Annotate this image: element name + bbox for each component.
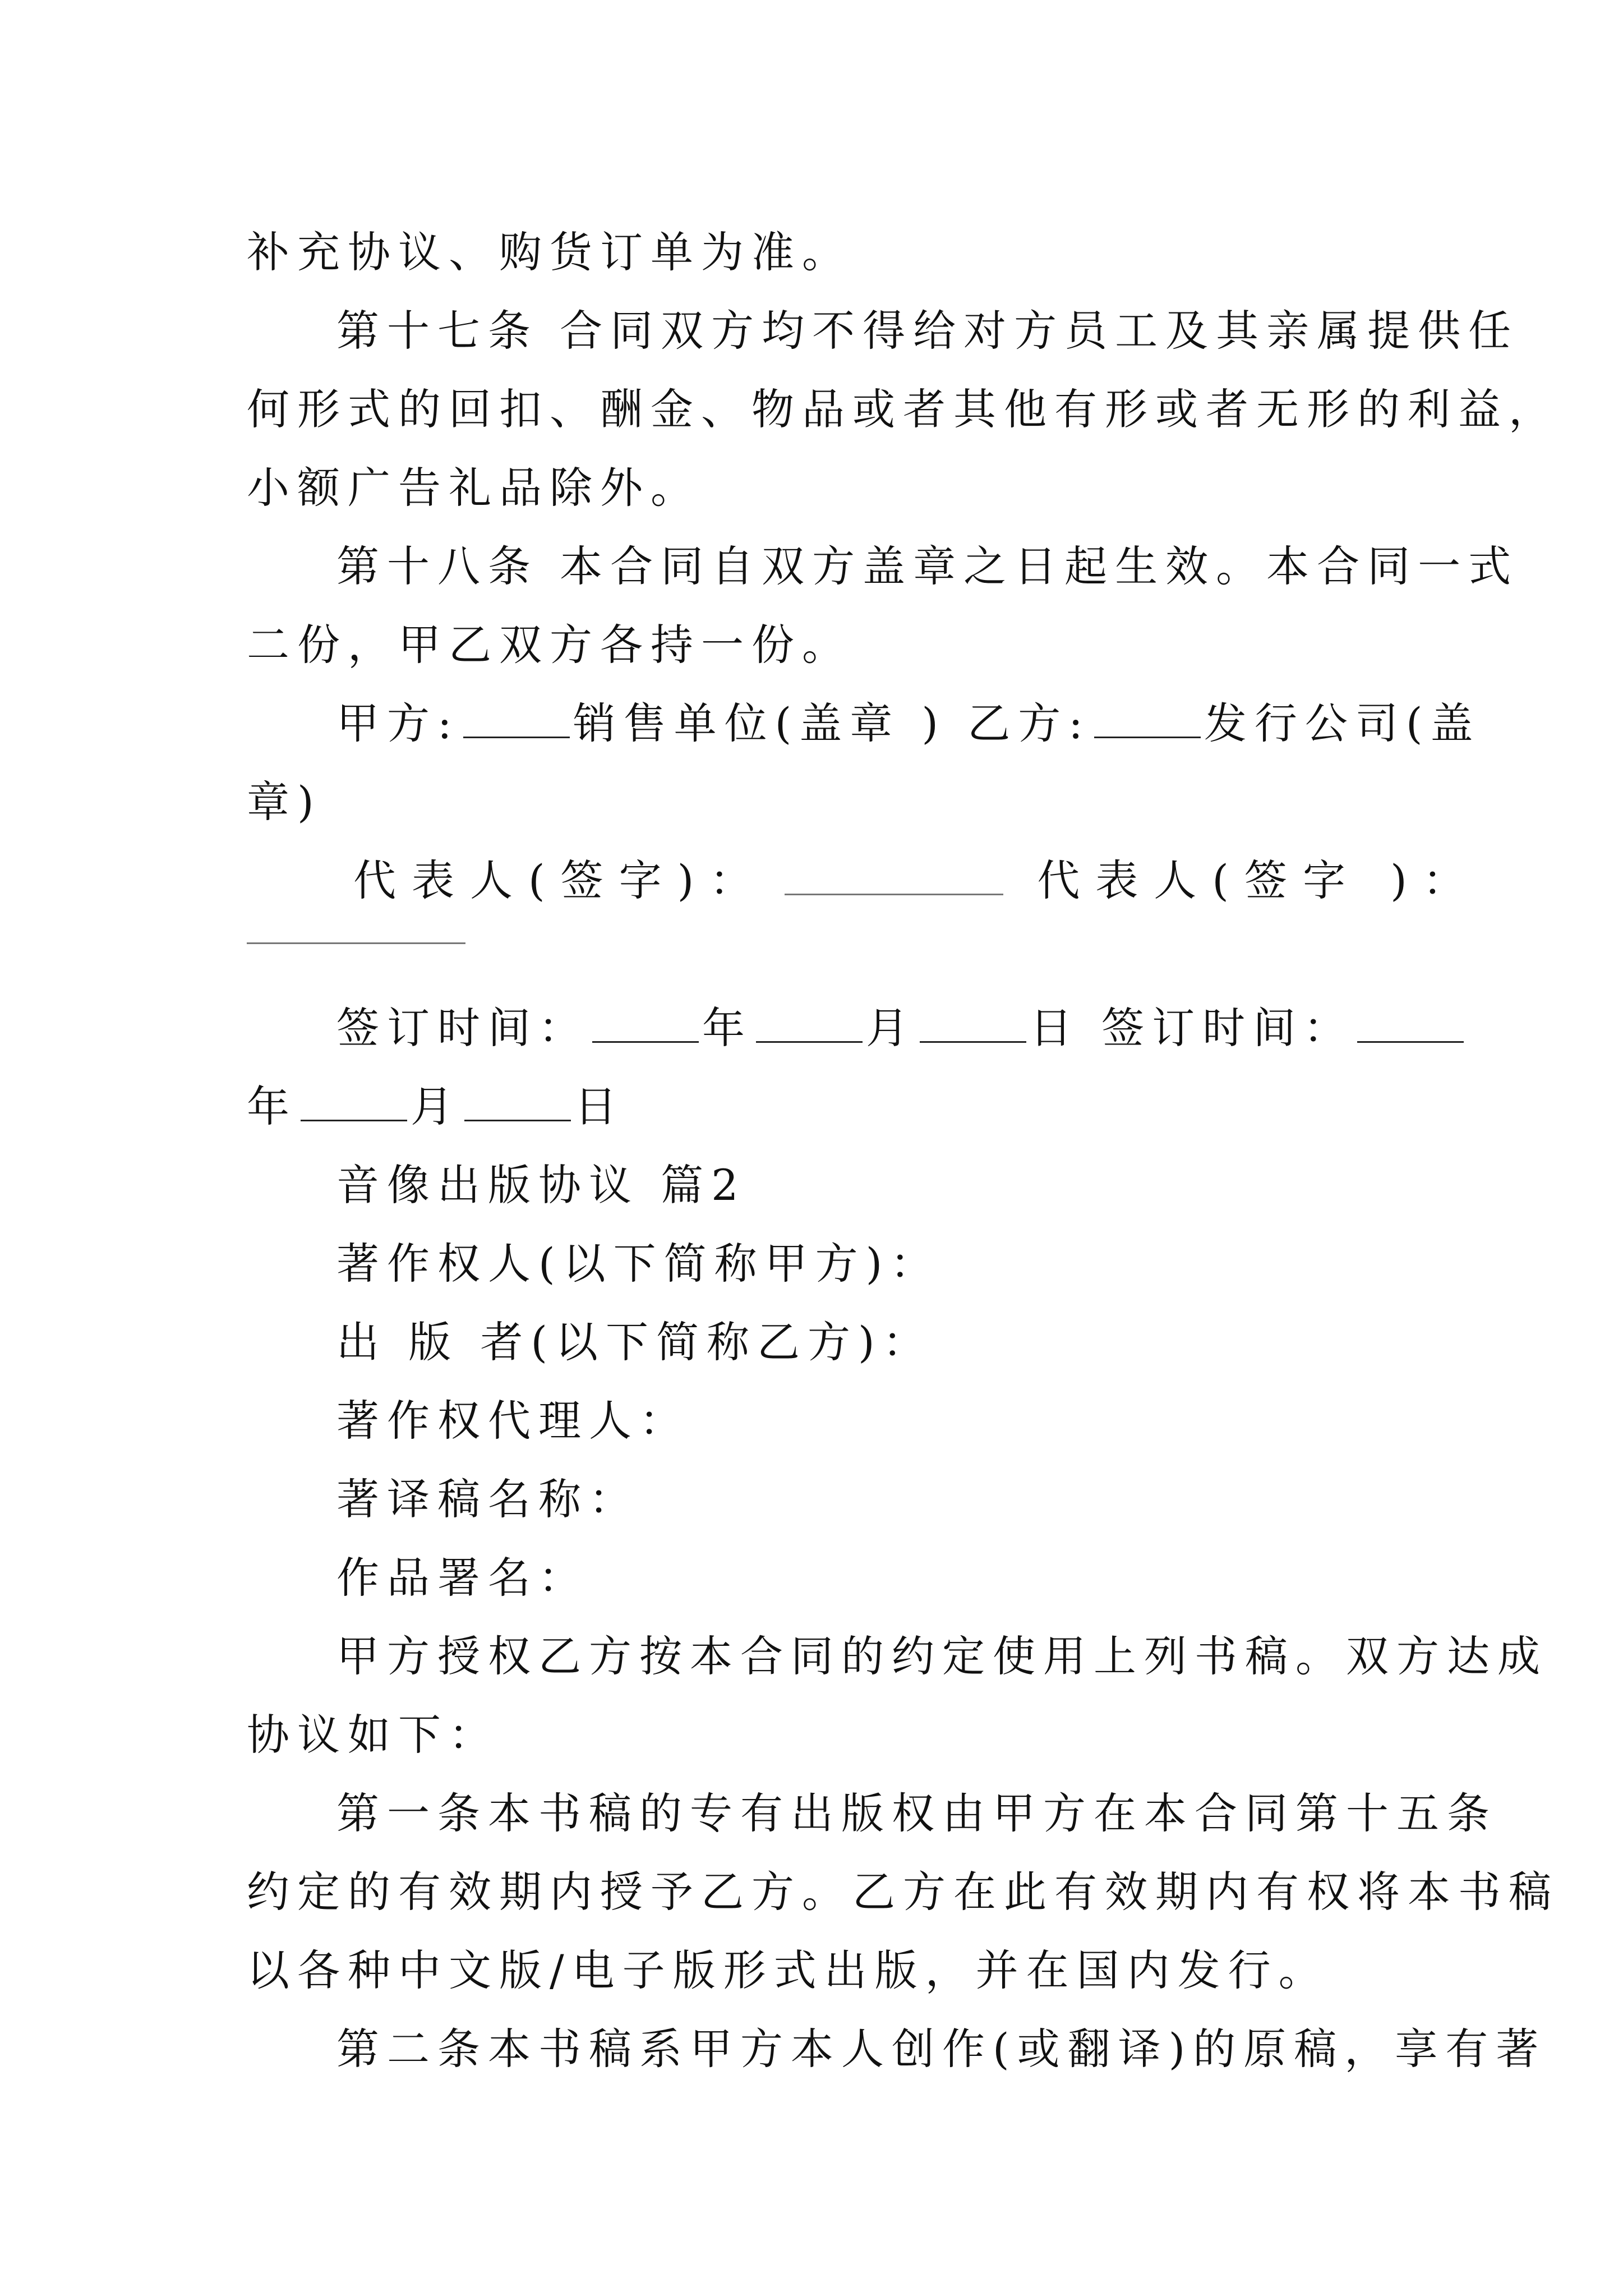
blank-line	[785, 894, 1003, 895]
day-and-signing-date-label: 日 签订时间：	[1030, 1003, 1354, 1053]
blank-line	[756, 1041, 863, 1043]
article-17-line: 小额广告礼品除外。	[247, 463, 701, 513]
representative-signature-line	[247, 841, 1481, 920]
blank-line	[592, 1041, 699, 1043]
blank-line	[1357, 1041, 1464, 1043]
article-1-line: 约定的有效期内授予乙方。乙方在此有效期内有权将本书稿	[247, 1867, 1559, 1917]
publisher-field: 出 版 者(以下简称乙方)：	[336, 1317, 933, 1367]
article-17-line: 第十七条 合同双方均不得给对方员工及其亲属提供任	[336, 306, 1519, 356]
agreement-intro-line: 甲方授权乙方按本合同的约定使用上列书稿。双方达成	[336, 1631, 1548, 1681]
blank-line	[463, 737, 570, 738]
party-seal-line	[247, 684, 1481, 763]
party-a-label: 甲方:	[336, 698, 460, 748]
article-2-line: 第二条本书稿系甲方本人创作(或翻译)的原稿，享有著	[336, 2024, 1547, 2074]
signing-date-label: 签订时间：	[336, 1003, 589, 1053]
blank-line	[1094, 737, 1201, 738]
month-label: 月	[411, 1082, 461, 1131]
signing-date-line	[247, 989, 1391, 1068]
party-seal-line-continued: 章)	[247, 777, 322, 827]
party-a-seal-label: 销售单位(盖章 ) 乙方:	[573, 698, 1091, 748]
blank-line	[464, 1120, 571, 1121]
article-1-line: 以各种中文版/电子版形式出版，并在国内发行。	[247, 1945, 1329, 1995]
manuscript-title-field: 著译稿名称：	[336, 1474, 639, 1524]
month-label: 月	[866, 1003, 916, 1053]
copyright-holder-field: 著作权人(以下简称甲方)：	[336, 1239, 941, 1289]
representative-a-label: 代表人(签字)：	[353, 855, 768, 905]
article-18-line: 第十八条 本合同自双方盖章之日起生效。本合同一式	[336, 541, 1519, 591]
representative-b-label: 代表人(签字 )：	[1037, 855, 1481, 905]
signature-blank-line	[247, 942, 465, 944]
agreement-intro-line: 协议如下：	[247, 1710, 499, 1760]
article-17-line: 何形式的回扣、酬金、物品或者其他有形或者无形的利益，	[247, 384, 1559, 434]
party-b-seal-label: 发行公司(盖	[1204, 698, 1481, 748]
section-heading: 音像出版协议 篇2	[336, 1160, 746, 1210]
blank-line	[920, 1041, 1026, 1043]
paragraph-line: 补充协议、购货订单为准。	[247, 227, 852, 277]
signing-date-line-continued	[247, 1068, 1391, 1146]
article-1-line: 第一条本书稿的专有出版权由甲方在本合同第十五条	[336, 1788, 1497, 1838]
article-18-line: 二份，甲乙双方各持一份。	[247, 620, 852, 670]
year-label: 年	[702, 1003, 753, 1053]
work-signature-field: 作品署名：	[336, 1553, 589, 1603]
copyright-agent-field: 著作权代理人：	[336, 1396, 690, 1446]
blank-line	[301, 1120, 407, 1121]
document-body	[247, 213, 1559, 2088]
day-label: 日	[574, 1082, 625, 1131]
year-label: 年	[247, 1082, 297, 1131]
